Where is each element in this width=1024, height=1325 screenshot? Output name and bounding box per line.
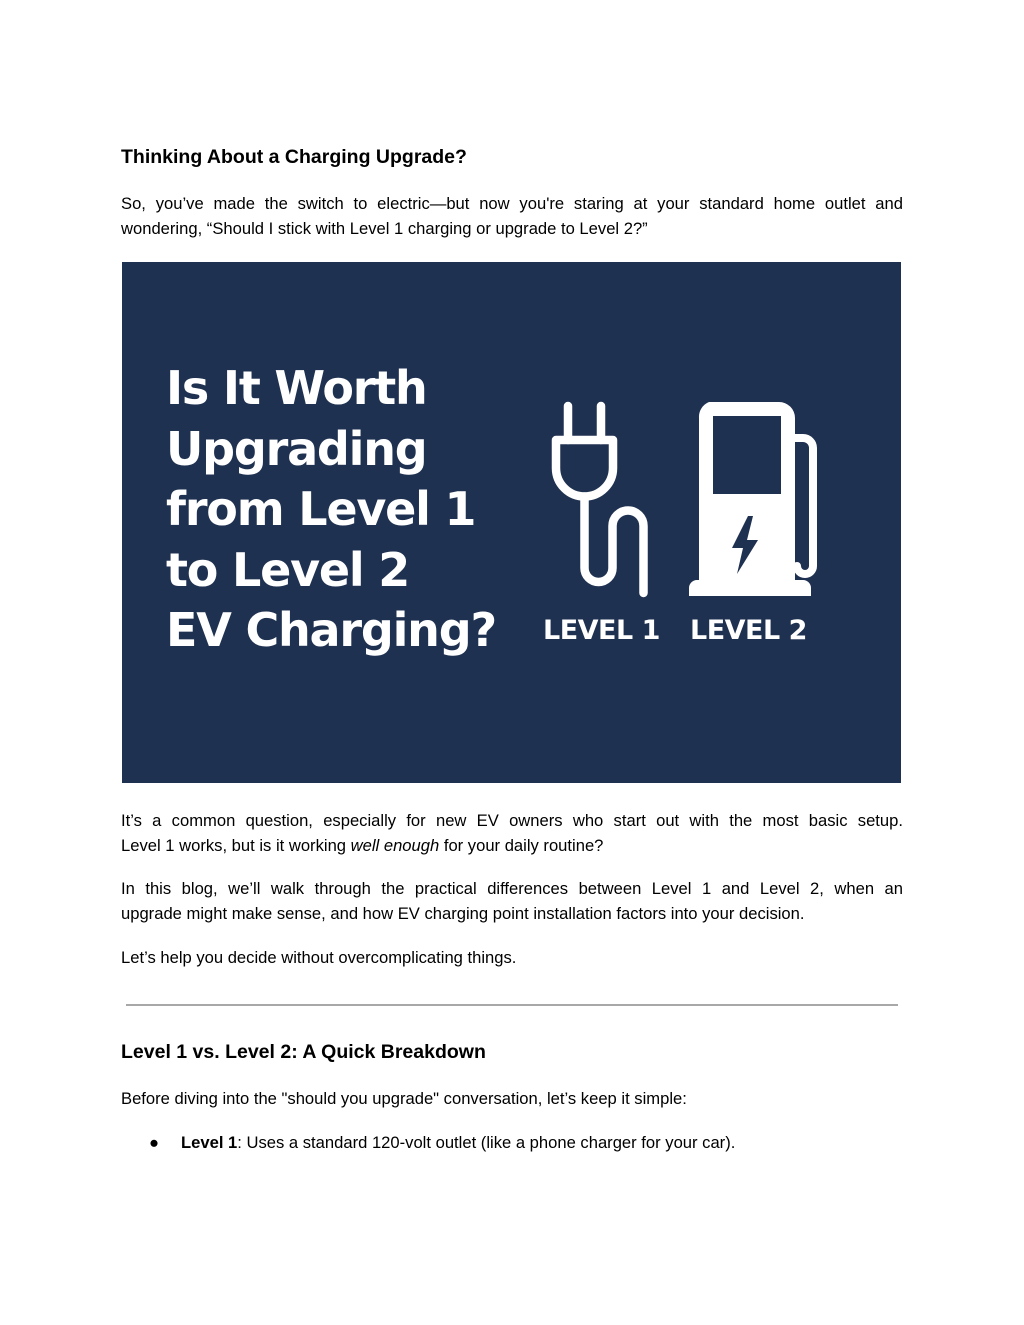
- level-2-label: LEVEL 2: [690, 615, 807, 646]
- intro-paragraph: [121, 192, 903, 241]
- hero-title-line: Is It Worth: [166, 361, 427, 415]
- body-paragraph-3: Let’s help you decide without overcomplicating things.: [121, 948, 517, 967]
- body-paragraph-1: [121, 809, 903, 858]
- hero-title-line: from Level 1: [166, 482, 476, 536]
- bullet-icon: ●: [149, 1133, 160, 1152]
- level-1-label: LEVEL 1: [543, 615, 660, 646]
- horizontal-rule: [126, 1004, 898, 1006]
- list-item-text: [181, 1131, 735, 1156]
- section2-intro: Before diving into the "should you upgrade" conversation, let’s keep it simple:: [121, 1089, 687, 1108]
- hero-image: [122, 262, 901, 783]
- hero-title: [166, 358, 496, 661]
- intro-line-2: wondering, “Should I stick with Level 1 charging or upgrade to Level 2?”: [121, 218, 648, 238]
- body-p1-line-2: [121, 834, 903, 859]
- section-heading-charging-upgrade: Thinking About a Charging Upgrade?: [121, 146, 467, 168]
- body-paragraph-2: [121, 877, 903, 926]
- list-item-description: : Uses a standard 120-volt outlet (like a phone charger for your car).: [237, 1133, 736, 1152]
- body-p1-text-end: for your daily routine?: [439, 835, 604, 855]
- body-p1-text: Level 1 works, but is it working: [121, 835, 351, 855]
- emphasis-well-enough: well enough: [350, 835, 440, 855]
- body-p1-line-1: It’s a common question, especially for new EV owners who start out with the most basic setup.: [121, 811, 903, 830]
- plug-icon: [548, 400, 658, 600]
- hero-title-line: to Level 2: [166, 542, 410, 597]
- hero-title-line: EV Charging?: [166, 603, 496, 657]
- body-p2-line-1: In this blog, we’ll walk through the practical differences between Level 1 and Level 2, when an: [121, 879, 903, 898]
- body-p2-line-2: upgrade might make sense, and how EV charging point installation factors into your decision.: [121, 903, 805, 923]
- section-heading-quick-breakdown: Level 1 vs. Level 2: A Quick Breakdown: [121, 1041, 486, 1063]
- list-item-term: Level 1: [181, 1133, 238, 1152]
- hero-title-line: Upgrading: [166, 421, 427, 476]
- charging-station-icon: [687, 402, 827, 602]
- intro-line-1: So, you’ve made the switch to electric—but now you're staring at your standard home outlet and: [121, 194, 903, 213]
